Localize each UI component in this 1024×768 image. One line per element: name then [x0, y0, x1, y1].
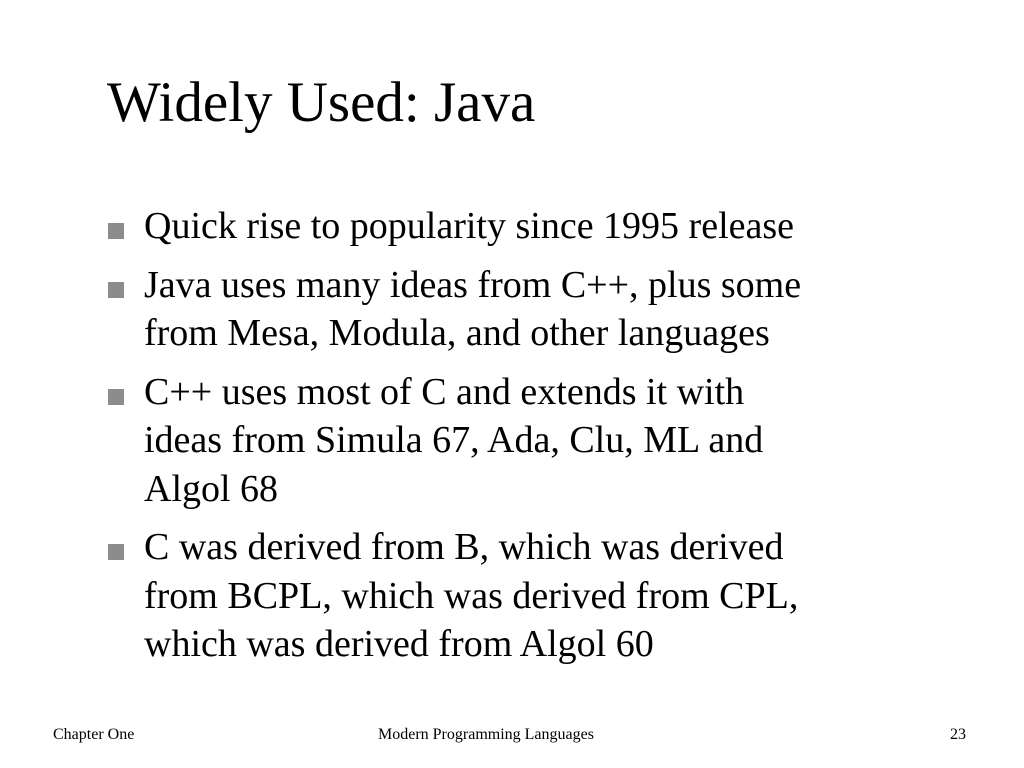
square-bullet-icon [108, 389, 124, 405]
bullet-item [107, 202, 947, 251]
bullet-text: C was derived from B, which was derived from BCPL, which was derived from CPL, which was derived from Algol 60 [144, 526, 799, 665]
square-bullet-icon [108, 282, 124, 298]
footer-page-number: 23 [950, 726, 966, 743]
bullet-item [107, 261, 947, 358]
bullet-item [107, 523, 947, 669]
slide-title: Widely Used: Java [107, 71, 536, 134]
bullet-text: C++ uses most of C and extends it with ideas from Simula 67, Ada, Clu, ML and Algol 68 [144, 370, 764, 510]
footer-book-title: Modern Programming Languages [378, 726, 594, 743]
footer-chapter: Chapter One [53, 726, 135, 743]
square-bullet-icon [108, 223, 124, 239]
bullet-text: Quick rise to popularity since 1995 release [144, 205, 795, 247]
bullet-item [107, 368, 947, 514]
bullet-list [107, 202, 947, 679]
bullet-text: Java uses many ideas from C++, plus some from Mesa, Modula, and other languages [144, 263, 802, 354]
square-bullet-icon [108, 544, 124, 560]
